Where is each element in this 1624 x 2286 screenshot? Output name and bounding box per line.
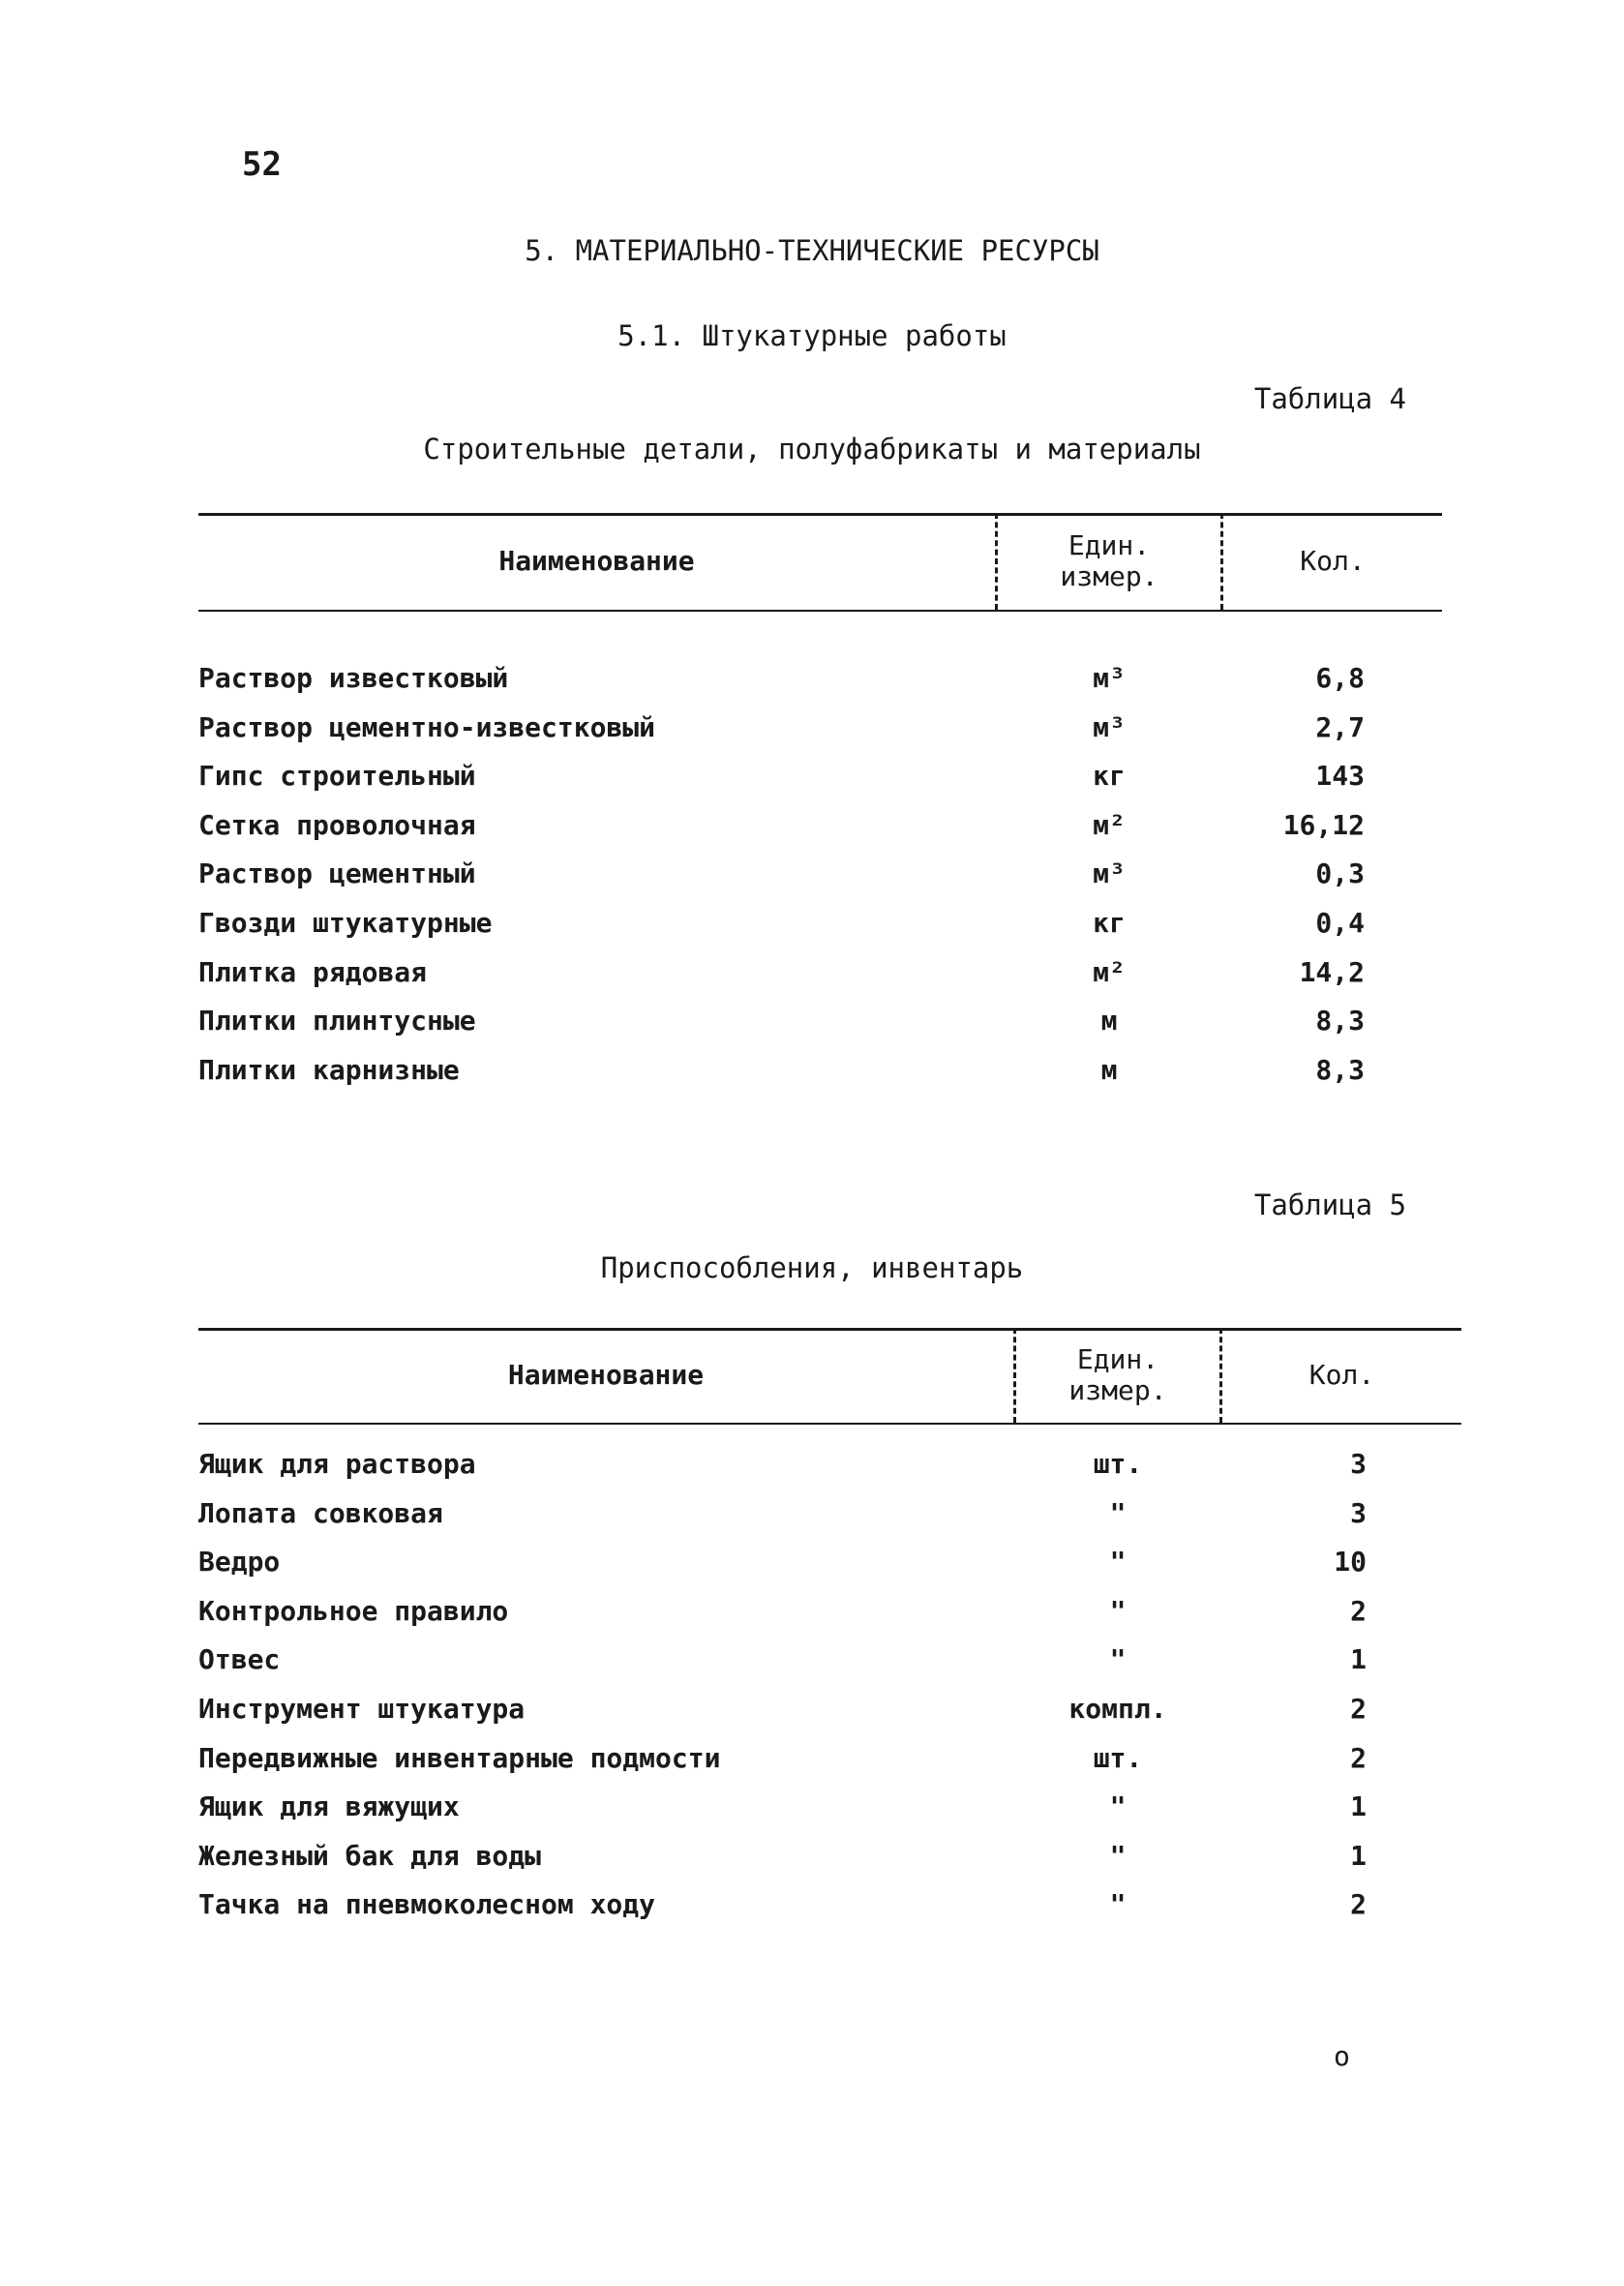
row-unit: " (1109, 1888, 1127, 1921)
row-name: Ящик для вяжущих (198, 1790, 460, 1823)
table-row (198, 1050, 1442, 1099)
table-row (198, 1542, 1461, 1591)
table-row (198, 756, 1442, 805)
row-name: Раствор цементный (198, 857, 476, 890)
table-row (198, 1001, 1442, 1050)
row-unit: " (1109, 1496, 1127, 1529)
row-name: Гипс строительный (198, 760, 476, 793)
table4-header-name: Наименование (498, 544, 695, 577)
row-unit: " (1109, 1643, 1127, 1676)
table4-body (198, 658, 1442, 1098)
row-unit: м (1100, 1005, 1118, 1038)
row-unit: м³ (1093, 662, 1126, 694)
row-qty: 8,3 (1315, 1053, 1365, 1086)
table4-caption: Строительные детали, полуфабрикаты и материалы (423, 433, 1201, 466)
row-name: Ящик для раствора (198, 1448, 476, 1480)
table5-header-unit: Един. измер. (1068, 1342, 1167, 1406)
row-qty: 1 (1350, 1643, 1367, 1676)
table-row (198, 658, 1442, 707)
table5-label: Таблица 5 (1253, 1188, 1406, 1221)
table-row (198, 952, 1442, 1002)
row-unit: м² (1093, 808, 1126, 841)
row-unit: м (1100, 1053, 1118, 1086)
row-name: Плитки карнизные (198, 1053, 460, 1086)
row-unit: шт. (1093, 1448, 1143, 1480)
row-qty: 2 (1350, 1741, 1367, 1774)
table5-header-rule (198, 1423, 1461, 1425)
table5-header-qty: Кол. (1308, 1358, 1375, 1391)
table4-header-unit: Един. измер. (1060, 528, 1158, 592)
row-qty: 2 (1350, 1888, 1367, 1921)
table4-header-rule (198, 610, 1442, 612)
row-qty: 14,2 (1299, 955, 1365, 988)
table5-caption: Приспособления, инвентарь (600, 1251, 1024, 1284)
row-qty: 6,8 (1315, 662, 1365, 694)
row-name: Раствор цементно-известковый (198, 710, 656, 743)
row-qty: 0,4 (1315, 906, 1365, 939)
row-qty: 8,3 (1315, 1005, 1365, 1038)
row-unit: " (1109, 1839, 1127, 1872)
table-row (198, 1639, 1461, 1689)
row-name: Тачка на пневмоколесном ходу (198, 1888, 656, 1921)
section-title: 5. МАТЕРИАЛЬНО-ТЕХНИЧЕСКИЕ РЕСУРСЫ (525, 234, 1099, 267)
row-name: Плитка рядовая (198, 955, 428, 988)
row-unit: кг (1093, 906, 1126, 939)
row-name: Лопата совковая (198, 1496, 443, 1529)
table-row (198, 1493, 1461, 1543)
row-unit: " (1109, 1790, 1127, 1823)
row-unit: компл. (1068, 1692, 1167, 1725)
subsection-title: 5.1. Штукатурные работы (617, 319, 1007, 352)
row-name: Плитки плинтусные (198, 1005, 476, 1038)
table-row (198, 1591, 1461, 1640)
table-row (198, 1836, 1461, 1885)
row-qty: 2 (1350, 1692, 1367, 1725)
row-unit: м³ (1093, 857, 1126, 890)
row-name: Инструмент штукатура (198, 1692, 526, 1725)
row-name: Железный бак для воды (198, 1839, 542, 1872)
row-qty: 2,7 (1315, 710, 1365, 743)
row-qty: 16,12 (1282, 808, 1365, 841)
table-row (198, 1689, 1461, 1738)
table-row (198, 1444, 1461, 1493)
row-name: Передвижные инвентарные подмости (198, 1741, 721, 1774)
row-qty: 1 (1350, 1790, 1367, 1823)
table4-label: Таблица 4 (1253, 382, 1406, 415)
row-name: Гвозди штукатурные (198, 906, 493, 939)
row-name: Ведро (198, 1546, 281, 1579)
row-qty: 2 (1350, 1594, 1367, 1627)
table-row (198, 805, 1442, 855)
row-unit: " (1109, 1546, 1127, 1579)
row-name: Сетка проволочная (198, 808, 476, 841)
row-name: Раствор известковый (198, 662, 509, 694)
table-row (198, 854, 1442, 903)
row-qty: 10 (1334, 1546, 1367, 1579)
table5 (198, 1328, 1461, 1947)
table-row (198, 903, 1442, 952)
row-qty: 0,3 (1315, 857, 1365, 890)
table5-header-name: Наименование (507, 1358, 705, 1391)
table4 (198, 513, 1442, 1103)
row-qty: 1 (1350, 1839, 1367, 1872)
table-row (198, 707, 1442, 757)
table-row (198, 1738, 1461, 1788)
row-name: Отвес (198, 1643, 281, 1676)
row-unit: шт. (1093, 1741, 1143, 1774)
footer-mark: о (1334, 2040, 1350, 2072)
row-qty: 3 (1350, 1448, 1367, 1480)
row-unit: м² (1093, 955, 1126, 988)
table4-header-qty: Кол. (1300, 544, 1366, 577)
table5-body (198, 1444, 1461, 1934)
row-unit: " (1109, 1594, 1127, 1627)
row-qty: 143 (1315, 760, 1365, 793)
table-row (198, 1787, 1461, 1836)
table-row (198, 1884, 1461, 1934)
row-name: Контрольное правило (198, 1594, 509, 1627)
row-qty: 3 (1350, 1496, 1367, 1529)
row-unit: м³ (1093, 710, 1126, 743)
page-number: 52 (242, 145, 282, 184)
row-unit: кг (1093, 760, 1126, 793)
